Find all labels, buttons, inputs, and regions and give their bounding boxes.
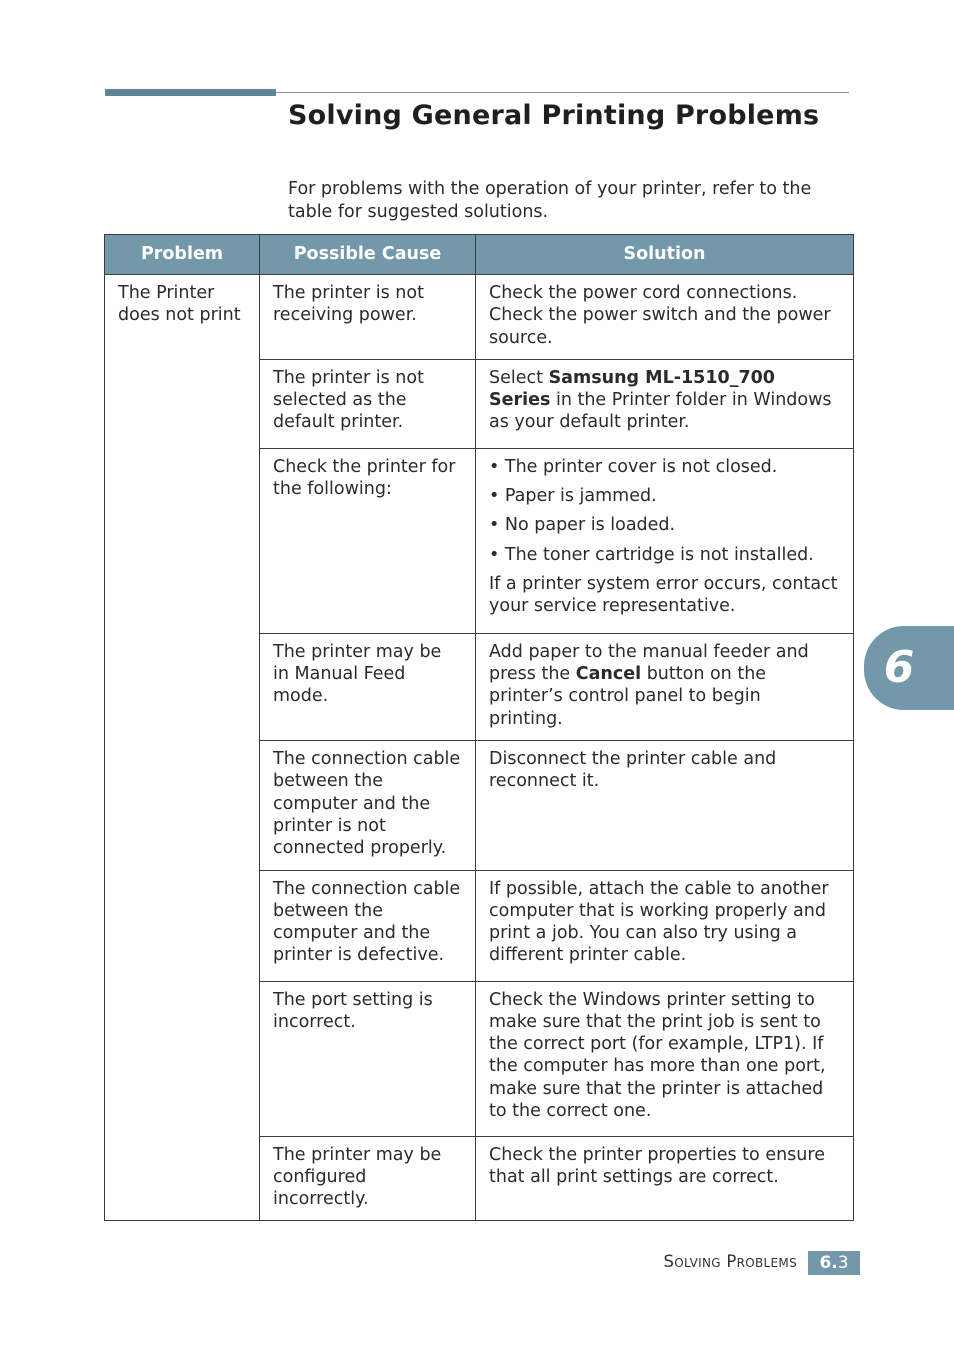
cause-cell — [260, 870, 476, 981]
page-title: Solving General Printing Problems — [288, 100, 820, 131]
table-row — [105, 275, 854, 360]
table-header-row — [105, 235, 854, 275]
solution-text-pre: Select — [489, 367, 549, 388]
cause-text: The printer is not receiving power. — [273, 283, 424, 326]
cause-text: The printer may be configured incorrectly. — [273, 1144, 442, 1210]
solution-cell — [476, 870, 854, 981]
solution-cell — [476, 1136, 854, 1221]
footer-section-title: Solving Problems — [663, 1252, 797, 1271]
problem-cell — [105, 275, 260, 1221]
solution-cell — [476, 275, 854, 360]
problem-text: The Printer does not print — [118, 283, 241, 326]
solution-text: Check the power cord connections. Check the power switch and the power source. — [489, 283, 831, 348]
chapter-number: 6 — [883, 642, 915, 693]
cause-text: The connection cable between the computer and the printer is not connected properly. — [273, 749, 461, 859]
chapter-tab — [864, 626, 954, 710]
cause-cell — [260, 1136, 476, 1221]
solution-text-bold: Samsung ML-1510_700 Series — [489, 367, 775, 411]
bullet-item: • The toner cartridge is not installed. — [489, 544, 814, 565]
intro-paragraph: For problems with the operation of your printer, refer to the table for suggested solutions. — [288, 179, 812, 222]
solution-text-post: button on the printer’s control panel to begin printing. — [489, 664, 767, 729]
solution-text-post: in the Printer folder in Windows as your default printer. — [489, 390, 832, 433]
solution-text-pre: Add paper to the manual feeder and press the — [489, 641, 809, 685]
bullet-item: • No paper is loaded. — [489, 515, 676, 536]
solution-text-bold: Cancel — [575, 664, 642, 685]
page-number-page: 3 — [837, 1253, 849, 1273]
header-problem: Problem — [105, 235, 260, 275]
solution-text: Check the Windows printer setting to make sure that the print job is sent to the correct port (for example, LTP1). If the computer has more than one port, make sure that the printer is attached to the correct one. — [489, 989, 826, 1122]
solution-text — [489, 641, 840, 730]
header-rule-thick — [105, 89, 276, 96]
solution-cell — [476, 448, 854, 633]
cause-cell — [260, 275, 476, 360]
cause-text: Check the printer for the following: — [273, 456, 456, 500]
bullet-item: • The printer cover is not closed. — [489, 456, 778, 477]
cause-cell — [260, 633, 476, 740]
page-number-badge — [808, 1251, 860, 1275]
cause-text: The printer is not selected as the default printer. — [273, 367, 424, 433]
cause-cell — [260, 741, 476, 870]
solution-note: If a printer system error occurs, contact your service representative. — [489, 574, 838, 617]
header-possible-cause: Possible Cause — [260, 235, 476, 275]
solution-text — [489, 367, 840, 434]
solution-cell — [476, 981, 854, 1136]
solution-text: Check the printer properties to ensure that all print settings are correct. — [489, 1144, 825, 1187]
solution-text: If possible, attach the cable to another computer that is working properly and print a job. You can also try using a different printer cable. — [489, 878, 829, 966]
solution-text: Disconnect the printer cable and reconnect it. — [489, 749, 777, 792]
cause-text: The connection cable between the computer and the printer is defective. — [273, 878, 461, 966]
header-rule-thin — [276, 92, 849, 93]
solution-cell — [476, 741, 854, 870]
page-number-chapter: 6. — [819, 1253, 838, 1273]
solution-cell — [476, 359, 854, 448]
header-solution: Solution — [476, 235, 854, 275]
cause-cell — [260, 448, 476, 633]
solution-cell — [476, 633, 854, 740]
cause-cell — [260, 981, 476, 1136]
cause-text: The printer may be in Manual Feed mode. — [273, 641, 442, 707]
troubleshooting-table — [104, 234, 854, 1221]
bullet-item: • Paper is jammed. — [489, 486, 657, 507]
cause-cell — [260, 359, 476, 448]
cause-text: The port setting is incorrect. — [273, 989, 433, 1032]
